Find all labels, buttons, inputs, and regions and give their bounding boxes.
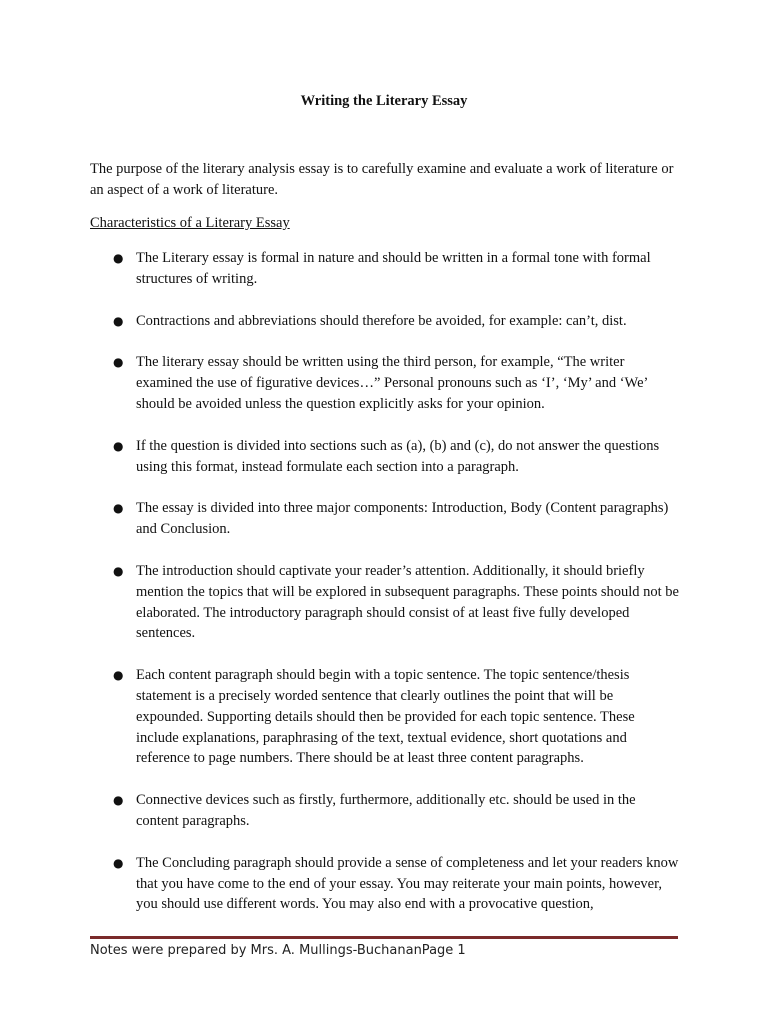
list-item [90,853,680,915]
bullet-icon: ● [113,251,124,265]
list-item-text: The Concluding paragraph should provide a sense of completeness and let your readers know that you have come to the end of your essay. You may reiterate your main points, however, you should use different words. You may also end with a provocative question, [136,854,679,913]
list-item [90,311,680,332]
list-item [90,436,680,478]
list-item-text: The essay is divided into three major components: Introduction, Body (Content paragraphs) and Conclusion. [136,500,669,538]
document-title: Writing the Literary Essay [300,93,468,109]
footer-divider [90,936,678,939]
list-item-text: The literary essay should be written using the third person, for example, “The writer examined the use of figurative devices…” Personal pronouns such as ‘I’, ‘My’ and ‘We’ should be avoided unless the question explicitly asks for your opinion. [136,354,648,412]
bullet-icon: ● [113,855,124,870]
list-item-text: The introduction should captivate your reader’s attention. Additionally, it should briefly mention the topics that will be explored in subsequent paragraphs. These points should not be elaborated. The introductory paragraph should consist of at least five fully developed sentences. [136,562,679,642]
list-item-text: Each content paragraph should begin with a topic sentence. The topic sentence/thesis statement is a precisely worded sentence that clearly outlines the point that will be expounded. Supporting details should then be provided for each topic sentence. These include explanations, paraphrasing of the text, textual evidence, short quotations and reference to page numbers. There should be at least three content paragraphs. [136,667,635,767]
list-item-text: Connective devices such as firstly, furthermore, additionally etc. should be used in the content paragraphs. [136,792,636,829]
list-item-text: If the question is divided into sections such as (a), (b) and (c), do not answer the questions using this format, instead formulate each section into a paragraph. [136,437,660,475]
list-item [90,248,680,290]
list-item [90,352,680,414]
list-item [90,665,680,769]
bullet-icon: ● [113,793,124,808]
bullet-icon: ● [113,438,124,453]
characteristics-list [90,248,680,936]
page-footer: Notes were prepared by Mrs. A. Mullings-BuchananPage 1 [90,943,466,958]
list-item [90,498,680,540]
list-item [90,790,680,832]
section-heading: Characteristics of a Literary Essay [90,215,290,231]
bullet-icon: ● [113,501,124,516]
bullet-icon: ● [113,355,124,370]
bullet-icon: ● [113,563,124,578]
bullet-icon: ● [113,668,124,683]
bullet-icon: ● [113,313,124,328]
list-item-text: Contractions and abbreviations should therefore be avoided, for example: can’t, dist. [136,312,627,329]
list-item-text: The Literary essay is formal in nature and should be written in a formal tone with formal structures of writing. [136,250,651,287]
intro-paragraph: The purpose of the literary analysis essay is to carefully examine and evaluate a work of literature or an aspect of a work of literature. [90,161,674,198]
list-item [90,561,680,644]
